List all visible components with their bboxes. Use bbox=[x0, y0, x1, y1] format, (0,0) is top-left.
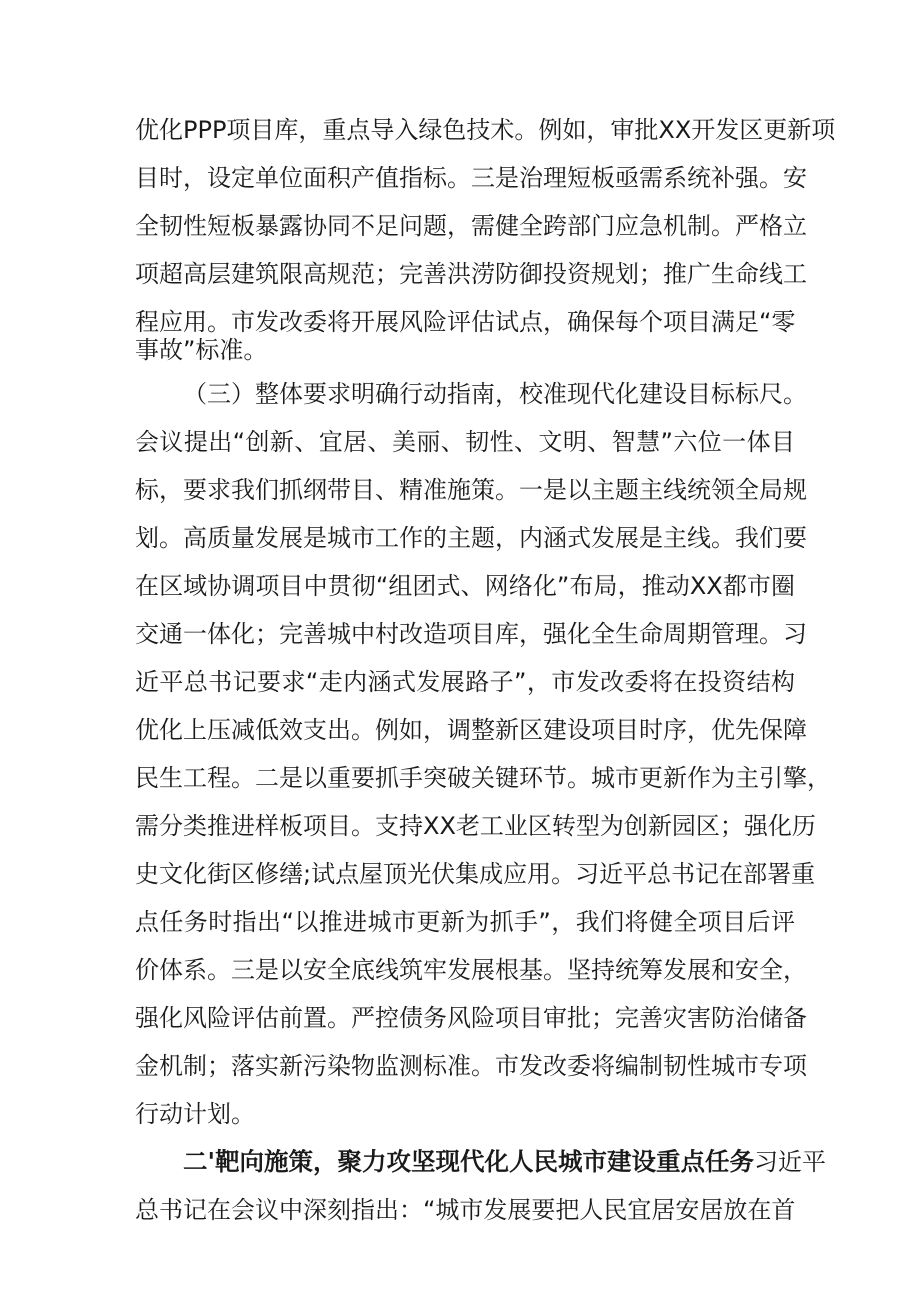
body-text-line: 近平总书记要求“走内涵式发展路子”，市发改委将在投资结构 bbox=[135, 668, 795, 696]
body-text-line: 交通一体化；完善城中村改造项目库，强化全生命周期管理。习 bbox=[135, 620, 807, 648]
body-text-line: 总书记在会议中深刻指出：“城市发展要把人民宜居安居放在首 bbox=[135, 1196, 796, 1224]
body-text-line: 事故”标准。 bbox=[135, 336, 268, 364]
body-text-line: 史文化街区修缮;试点屋顶光伏集成应用。习近平总书记在部署重 bbox=[135, 860, 816, 888]
subsection-heading: （三）整体要求明确行动指南，校准现代化建设目标标尺。 bbox=[183, 380, 807, 408]
body-text-line: 标，要求我们抓纲带目、精准施策。一是以主题主线统领全局规 bbox=[135, 476, 807, 504]
body-text-line: 金机制；落实新污染物监测标准。市发改委将编制韧性城市专项 bbox=[135, 1052, 807, 1080]
body-text-line: 强化风险评估前置。严控债务风险项目审批；完善灾害防治储备 bbox=[135, 1004, 807, 1032]
section-heading: 二'靶向施策，聚力攻坚现代化人民城市建设重点任务 bbox=[183, 1147, 754, 1176]
body-text-line: 划。高质量发展是城市工作的主题，内涵式发展是主线。我们要 bbox=[135, 524, 807, 552]
body-text-line: 目时，设定单位面积产值指标。三是治理短板亟需系统补强。安 bbox=[135, 164, 807, 192]
body-text-line: 会议提出“创新、宜居、美丽、韧性、文明、智慧”六位一体目 bbox=[135, 428, 795, 456]
section-heading-continuation: 习近平 bbox=[754, 1148, 826, 1176]
body-text-line: 优化PPP项目库，重点导入绿色技术。例如，审批XX开发区更新项 bbox=[135, 116, 836, 144]
body-text-line: 项超高层建筑限高规范；完善洪涝防御投资规划；推广生命线工 bbox=[135, 260, 807, 288]
body-text-line: 价体系。三是以安全底线筑牢发展根基。坚持统筹发展和安全， bbox=[135, 956, 807, 984]
body-text-line: 需分类推进样板项目。支持XX老工业区转型为创新园区；强化历 bbox=[135, 812, 816, 840]
body-text-line: 程应用。市发改委将开展风险评估试点，确保每个项目满足“零 bbox=[135, 308, 796, 336]
body-text-line: 在区域协调项目中贯彻“组团式、网络化”布局，推动XX都市圈 bbox=[135, 572, 795, 600]
section-heading-line bbox=[183, 1142, 826, 1182]
body-text-line: 点任务时指出“以推进城市更新为抓手”，我们将健全项目后评 bbox=[135, 908, 795, 936]
body-text-line: 全韧性短板暴露协同不足问题，需健全跨部门应急机制。严格立 bbox=[135, 212, 807, 240]
body-text-line: 民生工程。二是以重要抓手突破关键环节。城市更新作为主引擎， bbox=[135, 764, 831, 792]
body-text-line: 优化上压减低效支出。例如，调整新区建设项目时序，优先保障 bbox=[135, 716, 807, 744]
body-text-line: 行动计划。 bbox=[135, 1100, 255, 1128]
